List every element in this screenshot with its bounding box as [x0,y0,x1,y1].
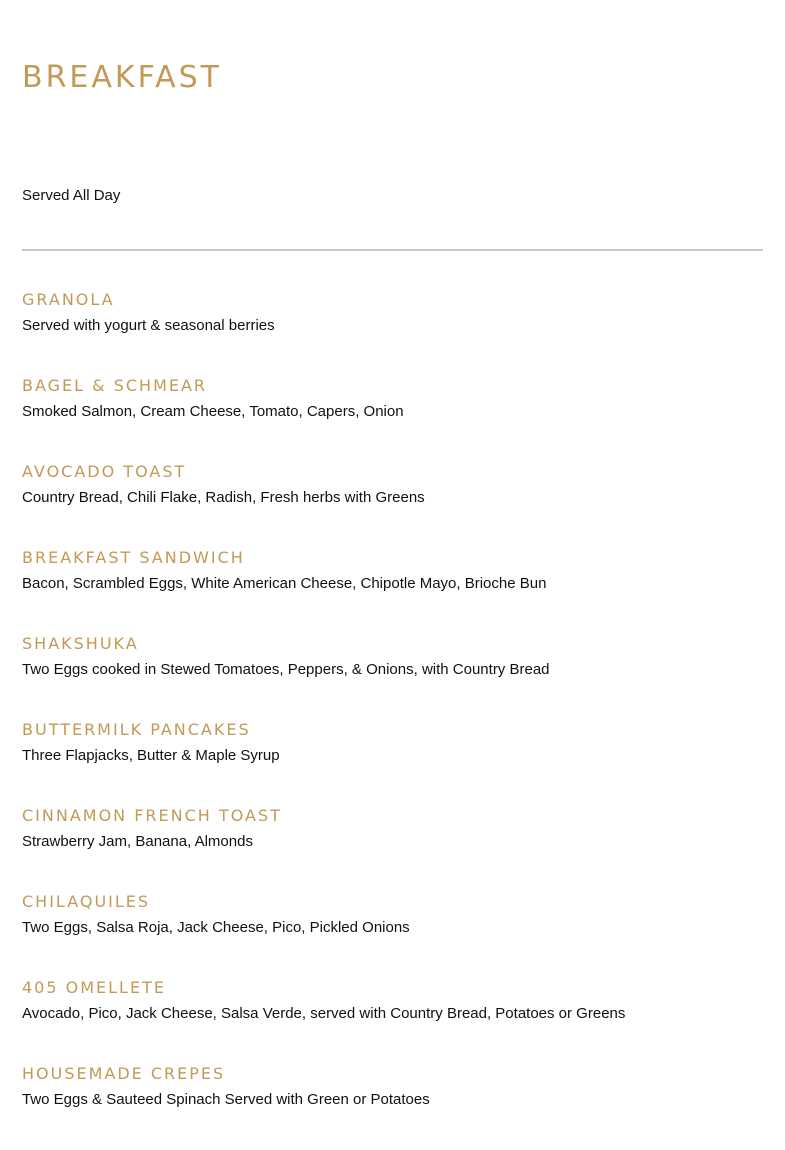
menu-item-description: Avocado, Pico, Jack Cheese, Salsa Verde, served with Country Bread, Potatoes or Greens [22,1005,626,1022]
menu-item-name: BAGEL & SCHMEAR [22,376,208,395]
menu-item-name: 405 OMELLETE [22,978,166,997]
menu-item-name: SHAKSHUKA [22,634,139,653]
menu-item [22,462,763,548]
menu-item-description: Served with yogurt & seasonal berries [22,317,275,334]
menu-item-description: Bacon, Scrambled Eggs, White American Cheese, Chipotle Mayo, Brioche Bun [22,575,547,592]
menu-subtitle: Served All Day [22,187,121,204]
menu-item-name: BUTTERMILK PANCAKES [22,720,251,739]
menu-item [22,978,763,1064]
menu-item-name: AVOCADO TOAST [22,462,187,481]
menu-item-name: BREAKFAST SANDWICH [22,548,245,567]
menu-item [22,548,763,634]
menu-item-name: CINNAMON FRENCH TOAST [22,806,282,825]
menu-item [22,376,763,462]
menu-item-description: Three Flapjacks, Butter & Maple Syrup [22,747,280,764]
section-divider [22,249,763,251]
menu-item-name: CHILAQUILES [22,892,151,911]
menu-item [22,1064,763,1150]
menu-item [22,290,763,376]
menu-item-description: Smoked Salmon, Cream Cheese, Tomato, Capers, Onion [22,403,404,420]
menu-item [22,720,763,806]
menu-item-description: Two Eggs cooked in Stewed Tomatoes, Peppers, & Onions, with Country Bread [22,661,550,678]
menu-item [22,634,763,720]
menu-item-description: Two Eggs & Sauteed Spinach Served with Green or Potatoes [22,1091,430,1108]
menu-item-list [22,290,763,1150]
menu-item [22,806,763,892]
menu-item-name: HOUSEMADE CREPES [22,1064,226,1083]
menu-item [22,892,763,978]
menu-item-description: Country Bread, Chili Flake, Radish, Fresh herbs with Greens [22,489,425,506]
menu-item-name: GRANOLA [22,290,115,309]
page-title: BREAKFAST [22,60,222,95]
menu-item-description: Two Eggs, Salsa Roja, Jack Cheese, Pico, Pickled Onions [22,919,410,936]
menu-item-description: Strawberry Jam, Banana, Almonds [22,833,253,850]
